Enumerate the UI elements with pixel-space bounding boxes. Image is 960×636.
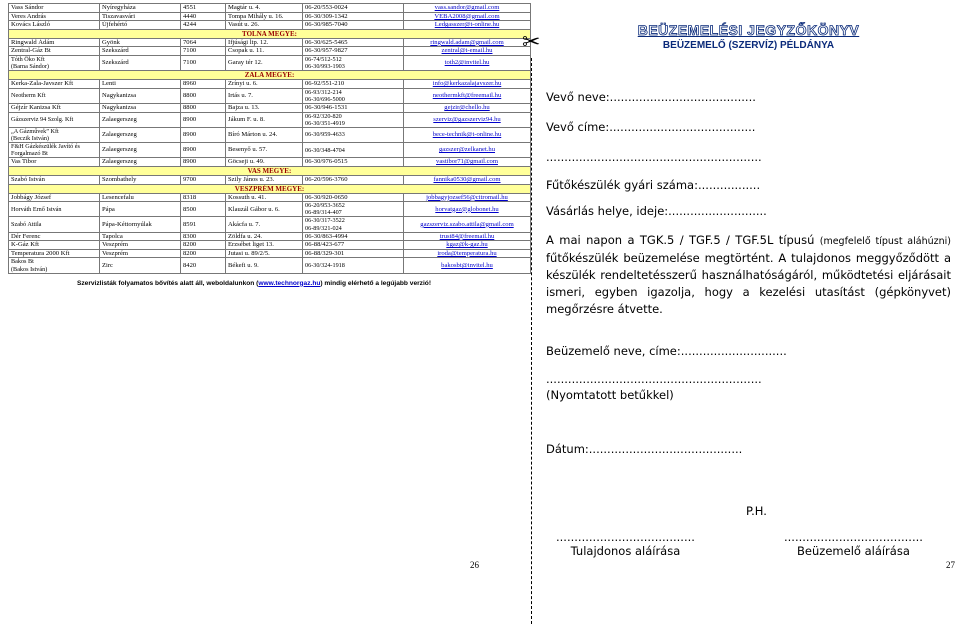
table-cell: 8900 [181, 112, 226, 127]
table-cell: 06-92/320-820 06-30/351-4919 [303, 112, 404, 127]
table-cell: 7100 [181, 47, 226, 56]
table-cell: 06-30/324-1918 [303, 258, 404, 273]
table-cell: K-Gáz Kft [9, 241, 100, 250]
table-cell: Zalaegerszeg [100, 112, 181, 127]
table-cell: 8960 [181, 80, 226, 89]
table-cell: Lesencefalu [100, 193, 181, 202]
table-cell: Klauzál Gábor u. 6. [226, 202, 303, 217]
installation-certificate [546, 22, 951, 456]
buyer-address-continuation: ........................................................... [546, 150, 762, 164]
email-link[interactable]: neothermkft@freemail.hu [404, 88, 531, 103]
table-row [9, 127, 531, 142]
table-cell: Géjzír Kanizsa Kft [9, 104, 100, 113]
table-cell: Pápa [100, 202, 181, 217]
table-cell: Akácfa u. 7. [226, 217, 303, 232]
email-link[interactable]: info@kerkazalajavszer.hu [404, 80, 531, 89]
table-cell: Tóth Öko Kft (Barna Sándor) [9, 55, 100, 70]
table-cell: Veres András [9, 12, 100, 21]
table-cell: Jutasi u. 89/2/5. [226, 249, 303, 258]
table-row [9, 217, 531, 232]
email-link[interactable]: gazszerviz.szabo.attila@gmail.com [404, 217, 531, 232]
table-cell: Nagykanizsa [100, 104, 181, 113]
table-cell: Szabó Attila [9, 217, 100, 232]
table-cell: Szombathely [100, 176, 181, 185]
table-cell: 4551 [181, 4, 226, 13]
table-cell: Zentral-Gáz Bt [9, 47, 100, 56]
installer-signature: ...................................... Beüzemelő aláírása [784, 530, 923, 558]
table-cell: 8900 [181, 143, 226, 158]
table-cell: Gázszerviz 94 Szolg. Kft [9, 112, 100, 127]
table-cell: 9700 [181, 176, 226, 185]
page-number-right: 27 [946, 560, 955, 570]
table-cell: Szabó István [9, 176, 100, 185]
table-cell: 06-30/348-4704 [303, 143, 404, 158]
table-cell: 06-30/309-1342 [303, 12, 404, 21]
table-cell: Besenyő u. 57. [226, 143, 303, 158]
table-row [9, 4, 531, 13]
table-row [9, 143, 531, 158]
certificate-subtitle: BEÜZEMELŐ (SZERVÍZ) PÉLDÁNYA [662, 40, 835, 51]
email-link[interactable]: gejzir@chello.hu [404, 104, 531, 113]
table-cell: Nagykanizsa [100, 88, 181, 103]
table-cell: Bakos Bt (Bakos István) [9, 258, 100, 273]
table-cell: Erzsébet liget 13. [226, 241, 303, 250]
email-link[interactable]: kgaz@k-gaz.hu [404, 241, 531, 250]
email-link[interactable]: jobbagyjozsef56@citromail.hu [404, 193, 531, 202]
table-cell: Gyönk [100, 38, 181, 47]
email-link[interactable]: gazszer@zelkanet.hu [404, 143, 531, 158]
table-cell: 06-30/946-1531 [303, 104, 404, 113]
table-cell: Veszprém [100, 241, 181, 250]
email-link[interactable]: trust84@freemail.hu [404, 232, 531, 241]
email-link[interactable]: Ledgasszer@t-online.hu [404, 21, 531, 30]
table-cell: 06-88/329-301 [303, 249, 404, 258]
table-cell: Temperatura 2000 Kft [9, 249, 100, 258]
table-cell: 06-88/423-677 [303, 241, 404, 250]
service-partner-table [8, 3, 531, 274]
table-row [9, 112, 531, 127]
table-cell: 7100 [181, 55, 226, 70]
table-cell: Zöldfa u. 24. [226, 232, 303, 241]
service-list-page [8, 3, 514, 287]
installer-continuation: ........................................................... [546, 372, 762, 386]
table-row [9, 241, 531, 250]
email-link[interactable]: iroda@temperatura.hu [404, 249, 531, 258]
email-link[interactable]: vastibor71@gmail.com [404, 158, 531, 167]
owner-signature: ...................................... Tulajdonos aláírása [556, 530, 695, 558]
printed-letters-note: (Nyomtatott betűkkel) [546, 388, 674, 402]
table-row [9, 55, 531, 70]
certificate-title: BEÜZEMELÉSI JEGYZŐKÖNYV [637, 22, 860, 38]
service-list-footnote: Szervizlisták folyamatos bővítés alatt áll, weboldalunkon (www.technorgaz.hu) mindig elérhető a legújabb verzió! [76, 279, 432, 287]
scissors-icon: ✂ [522, 30, 541, 55]
table-cell: Veszprém [100, 249, 181, 258]
table-cell: Zalaegerszeg [100, 127, 181, 142]
table-cell: Ringwald Ádám [9, 38, 100, 47]
table-row [9, 80, 531, 89]
table-cell: Zrínyi u. 6. [226, 80, 303, 89]
table-cell: 06-30/920-0650 [303, 193, 404, 202]
table-row [9, 258, 531, 273]
county-header: TOLNA MEGYE: [9, 29, 531, 38]
buyer-name-field: Vevő neve:........................................ [546, 90, 756, 104]
email-link[interactable]: szerviz@gazszerviz94.hu [404, 112, 531, 127]
county-header: VESZPRÉM MEGYE: [9, 184, 531, 193]
table-cell: 06-92/551-210 [303, 80, 404, 89]
email-link[interactable]: ringwald.adam@gmail.com [404, 38, 531, 47]
table-cell: Kossuth u. 41. [226, 193, 303, 202]
installer-name-field: Beüzemelő neve, címe:............................. [546, 344, 787, 358]
table-cell: Bíró Márton u. 24. [226, 127, 303, 142]
table-cell: 06-30/957-9827 [303, 47, 404, 56]
table-cell: 7064 [181, 38, 226, 47]
table-row [9, 104, 531, 113]
table-cell: 06-74/512-512 06-30/993-1903 [303, 55, 404, 70]
table-cell: 06-20/596-3760 [303, 176, 404, 185]
county-header: ZALA MEGYE: [9, 71, 531, 80]
table-cell: Göcseji u. 49. [226, 158, 303, 167]
table-row [9, 176, 531, 185]
table-cell: Kerka-Zala-Javszer Kft [9, 80, 100, 89]
table-cell: Újfehértó [100, 21, 181, 30]
table-cell: 06-30/976-0515 [303, 158, 404, 167]
email-link[interactable]: horvatgaz@globonet.hu [404, 202, 531, 217]
table-cell: Lenti [100, 80, 181, 89]
email-link[interactable]: fannika0530@gmail.com [404, 176, 531, 185]
table-row [9, 38, 531, 47]
buyer-address-field: Vevő címe:........................................ [546, 120, 756, 134]
table-cell: Nyíregyháza [100, 4, 181, 13]
table-cell: 4244 [181, 21, 226, 30]
table-cell: Szily János u. 23. [226, 176, 303, 185]
table-cell: Bajza u. 13. [226, 104, 303, 113]
table-cell: Csopak u. 11. [226, 47, 303, 56]
table-row [9, 158, 531, 167]
table-cell: 8900 [181, 158, 226, 167]
email-link[interactable]: toth2@invitel.hu [404, 55, 531, 70]
table-cell: F&H Gázkészülék Javító és Forgalmazó Bt [9, 143, 100, 158]
table-cell: 8300 [181, 232, 226, 241]
table-cell: Tiszavasvári [100, 12, 181, 21]
stamp-placeholder: P.H. [746, 504, 767, 518]
table-cell: 06-20/953-3652 06-89/314-407 [303, 202, 404, 217]
table-cell: 8500 [181, 202, 226, 217]
table-row [9, 12, 531, 21]
table-cell: 8420 [181, 258, 226, 273]
table-cell: 8200 [181, 241, 226, 250]
email-link[interactable]: zentral@t-email.hu [404, 47, 531, 56]
table-row [9, 232, 531, 241]
page-number-left: 26 [470, 560, 479, 570]
table-cell: Tapolca [100, 232, 181, 241]
table-row [9, 193, 531, 202]
table-cell: Zalaegerszeg [100, 143, 181, 158]
table-cell: Horváth Ernő István [9, 202, 100, 217]
table-cell: Neotherm Kft [9, 88, 100, 103]
table-cell: 06-30/959-4633 [303, 127, 404, 142]
table-row [9, 21, 531, 30]
table-cell: Dér Ferenc [9, 232, 100, 241]
table-cell: „A Gázművek” Kft (Beczik István) [9, 127, 100, 142]
purchase-place-date-field: Vásárlás helye, ideje:........................... [546, 204, 767, 218]
table-cell: 06-30/863-4994 [303, 232, 404, 241]
table-cell: Jobbágy József [9, 193, 100, 202]
table-cell: Zirc [100, 258, 181, 273]
table-cell: Jákum F. u. 8. [226, 112, 303, 127]
website-link[interactable]: www.technorgaz.hu [258, 279, 321, 287]
table-cell: 06-30/985-7040 [303, 21, 404, 30]
table-cell: Ifjúsági ltp. 12. [226, 38, 303, 47]
email-link[interactable]: VEBA2008@gmail.com [404, 12, 531, 21]
table-cell: 8591 [181, 217, 226, 232]
email-link[interactable]: bakosbt@invitel.hu [404, 258, 531, 273]
table-cell: 8800 [181, 104, 226, 113]
table-cell: 06-30/625-5465 [303, 38, 404, 47]
table-cell: 06-20/553-0024 [303, 4, 404, 13]
cut-line [531, 58, 532, 624]
table-cell: Garay tér 12. [226, 55, 303, 70]
county-header: VAS MEGYE: [9, 166, 531, 175]
table-cell: Pápa-Kéttornyúlak [100, 217, 181, 232]
email-link[interactable]: vass.sandor@gmail.com [404, 4, 531, 13]
table-cell: Vass Sándor [9, 4, 100, 13]
email-link[interactable]: bece-technik@t-online.hu [404, 127, 531, 142]
table-row [9, 249, 531, 258]
date-field: Dátum:.......................................... [546, 442, 743, 456]
table-row [9, 202, 531, 217]
table-cell: Békefi u. 9. [226, 258, 303, 273]
table-cell: 06-93/312-214 06-30/696-5000 [303, 88, 404, 103]
table-cell: Magtár u. 4. [226, 4, 303, 13]
table-cell: Tompa Mihály u. 16. [226, 12, 303, 21]
factory-number-field: Fűtőkészülék gyári száma:................. [546, 178, 761, 192]
table-cell: Szekszárd [100, 47, 181, 56]
table-cell: Vas Tibor [9, 158, 100, 167]
table-cell: 8200 [181, 249, 226, 258]
table-cell: 8900 [181, 127, 226, 142]
table-cell: 8800 [181, 88, 226, 103]
table-cell: Irtás u. 7. [226, 88, 303, 103]
installation-statement: A mai napon a TGK.5 / TGF.5 / TGF.5L típusú (megfelelő típust aláhúzni) fűtőkészülék beüzemelése megtörtént. A tulajdonos meggyőződött a készülék rendeltetésszerű használhatóságáról, működtetési eljárásait ismeri, egyben igazolja, hogy a kezelési utasítást (gépkönyvet) megőrzésre átvette. [546, 233, 951, 316]
table-cell: 8318 [181, 193, 226, 202]
table-cell: 4440 [181, 12, 226, 21]
table-cell: Szekszárd [100, 55, 181, 70]
table-row [9, 47, 531, 56]
table-cell: Vasút u. 26. [226, 21, 303, 30]
table-cell: Zalaegerszeg [100, 158, 181, 167]
table-cell: Kovács László [9, 21, 100, 30]
table-cell: 06-30/317-3522 06-89/321-024 [303, 217, 404, 232]
table-row [9, 88, 531, 103]
